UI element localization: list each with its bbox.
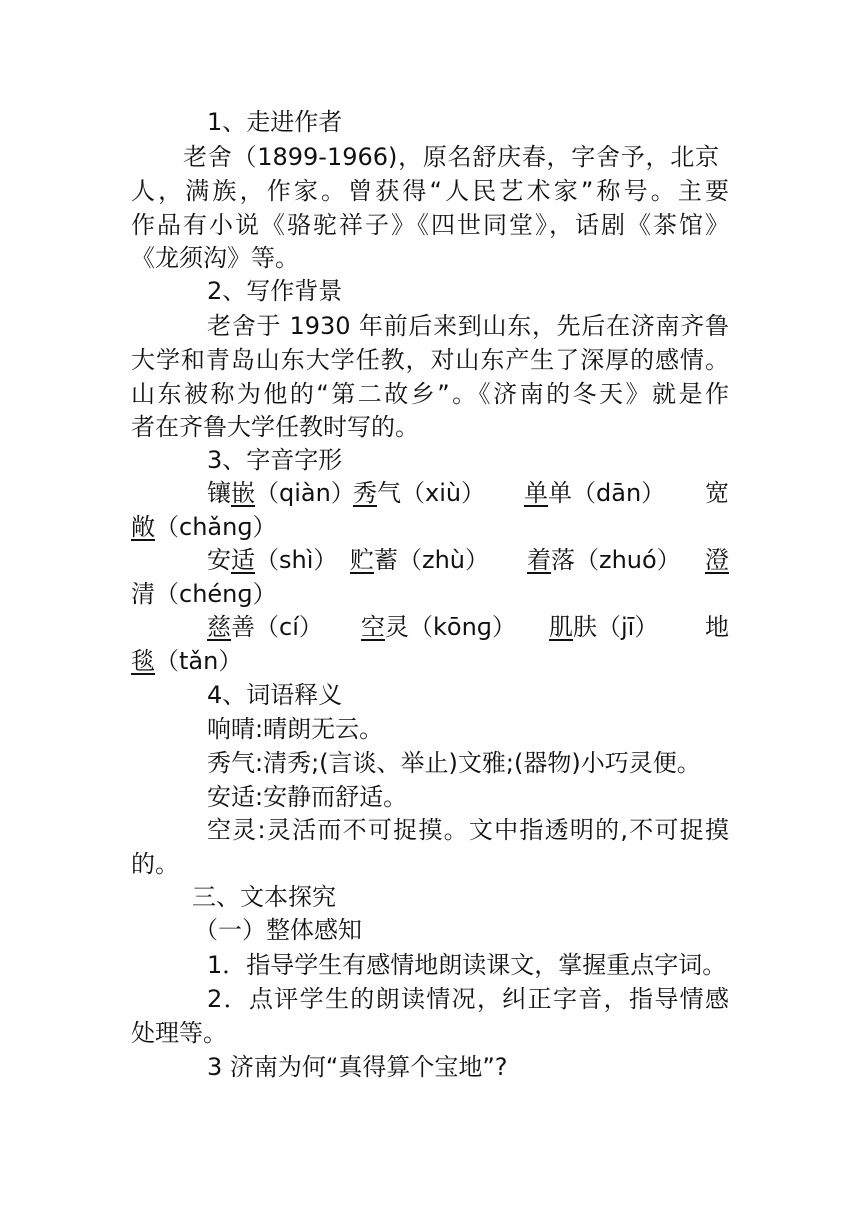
word-anshi: 安适（shì） xyxy=(207,546,338,574)
background-line-2: 大学和青岛山东大学任教，对山东产生了深厚的感情。 xyxy=(131,346,729,374)
vocab-xiangqing: 响晴:晴朗无云。 xyxy=(207,715,384,743)
subheading-overall: （一）整体感知 xyxy=(194,916,362,944)
background-line-1: 老舍于 1930 年前后来到山东，先后在济南齐鲁 xyxy=(207,312,729,340)
section-heading-pronunciation: 3、字音字形 xyxy=(207,446,343,474)
word-dandan: 单单（dān） xyxy=(524,479,666,507)
word-kongling: 空灵（kōnɡ） xyxy=(361,613,517,641)
pronunciation-row-1-wrap: 敞（chǎnɡ） xyxy=(131,513,277,541)
task-item-1: 1．指导学生有感情地朗读课文，掌握重点字词。 xyxy=(207,951,727,979)
word-kuan: 宽 xyxy=(705,479,729,507)
author-line-3: 作品有小说《骆驼祥子》《四世同堂》，话剧《茶馆》 xyxy=(131,211,729,239)
word-cishan: 慈善（cí） xyxy=(207,613,323,641)
word-zhuxu: 贮蓄（zhù） xyxy=(350,546,490,574)
word-cheng: 澄 xyxy=(705,546,729,574)
vocab-anshi: 安适:安静而舒适。 xyxy=(207,783,408,811)
section-heading-vocabulary: 4、词语释义 xyxy=(207,681,343,709)
task-item-3: 3 济南为何“真得算个宝地”? xyxy=(207,1053,508,1081)
pronunciation-row-3-wrap: 毯（tǎn） xyxy=(131,647,243,675)
author-line-4: 《龙须沟》等。 xyxy=(131,244,299,272)
pronunciation-row-1 xyxy=(0,476,860,510)
background-line-4: 者在齐鲁大学任教时写的。 xyxy=(131,413,419,441)
word-xiuqi: 秀气（xiù） xyxy=(353,479,486,507)
vocab-xiuqi: 秀气:清秀;(言谈、举止)文雅;(器物)小巧灵便。 xyxy=(207,749,701,777)
section-heading-background: 2、写作背景 xyxy=(207,277,343,305)
background-line-3: 山东被称为他的“第二故乡”。《济南的冬天》就是作 xyxy=(131,380,729,408)
author-line-2: 人，满族，作家。曾获得“人民艺术家”称号。主要 xyxy=(131,177,729,205)
task-item-2-wrap: 处理等。 xyxy=(131,1019,227,1047)
part-heading-text-study: 三、文本探究 xyxy=(192,883,336,911)
word-zhuoluo: 着落（zhuó） xyxy=(527,546,681,574)
section-heading-author: 1、走进作者 xyxy=(207,108,343,136)
word-xiangqian: 镶嵌（qiàn） xyxy=(207,479,355,507)
word-jifu: 肌肤（jī） xyxy=(549,613,659,641)
author-line-1: 老舍（1899-1966)，原名舒庆春，字舍予，北京 xyxy=(183,143,719,171)
pronunciation-row-3 xyxy=(0,610,860,644)
vocab-kongling: 空灵:灵活而不可捉摸。文中指透明的,不可捉摸 xyxy=(207,816,729,844)
word-di: 地 xyxy=(705,613,729,641)
vocab-kongling-wrap: 的。 xyxy=(131,850,179,878)
pronunciation-row-2 xyxy=(0,543,860,577)
task-item-2: 2．点评学生的朗读情况，纠正字音，指导情感 xyxy=(207,985,729,1013)
pronunciation-row-2-wrap: 清（chénɡ） xyxy=(131,580,277,608)
